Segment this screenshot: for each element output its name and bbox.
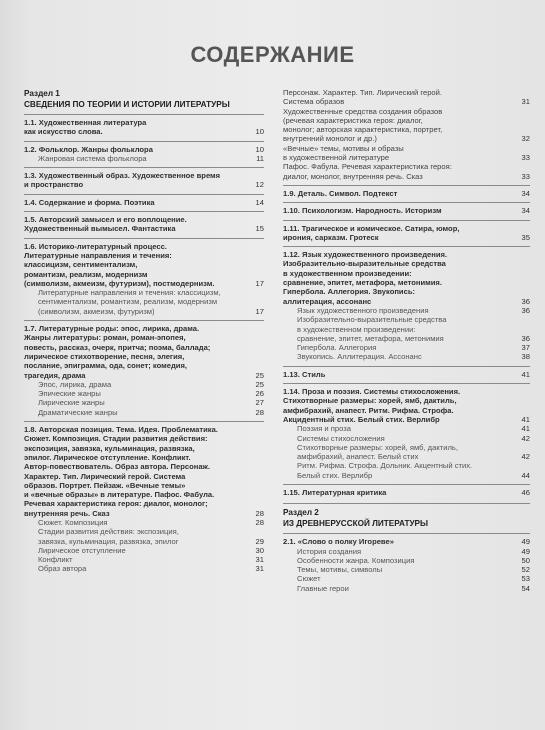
- toc-entry-page: 53: [521, 574, 530, 584]
- toc-entry-title: 1.8. Авторская позиция. Тема. Идея. Проблематика. Сюжет. Композиция. Стадии развития действия: экспозиция, завязка, кульминация, развязка, эпилог. Лирическое отступление. Конфликт. Автор-повествователь. Образ автора. Персонаж. Характер. Тип. Лирический герой. Система образов. Портрет. Пейзаж. «Вечные темы» и «вечные образы» в литературе. Пафос. Фабула. Речевая характеристика героя: диалог, монолог; внутренняя речь. Сказ: [24, 425, 218, 518]
- toc-entry-title: Сюжет. Композиция: [38, 517, 108, 527]
- toc-entry-title: 1.4. Содержание и форма. Поэтика: [24, 197, 155, 207]
- toc-entry-title: 1.3. Художественный образ. Художественное время и пространство: [24, 171, 221, 190]
- toc-entry-title: Стадии развития действия: экспозиция, завязка, кульминация, развязка, эпилог: [38, 527, 179, 546]
- toc-list: [24, 114, 264, 574]
- toc-entry-page: 25: [255, 370, 264, 380]
- toc-entry-title: 1.9. Деталь. Символ. Подтекст: [283, 188, 398, 198]
- toc-entry: [24, 238, 264, 288]
- toc-entry: [24, 167, 264, 190]
- toc-entry-page: 42: [521, 452, 530, 462]
- toc-entry-page: 36: [521, 305, 530, 315]
- toc-entry-page: 37: [521, 343, 530, 353]
- section2-head: [283, 503, 530, 529]
- toc-entry: [24, 546, 264, 555]
- toc-entry-title: 1.7. Литературные роды: эпос, лирика, драма. Жанры литературы: роман, роман-эпопея, повесть, рассказ, очерк, притча; поэма, баллада; лирическое стихотворение, песня, элегия, послание, эпиграмма, ода, сонет; комедия, трагедия, драма: [24, 324, 211, 380]
- toc-entry-title: Стихотворные размеры: хорей, ямб, дактиль, амфибрахий, анапест. Белый стих: [297, 442, 458, 462]
- toc-entry-page: 50: [521, 555, 530, 565]
- toc-entry-title: Жанровая система фольклора: [38, 153, 147, 163]
- toc-entry: [24, 389, 264, 398]
- toc-entry-page: 11: [256, 153, 264, 163]
- toc-entry-page: 17: [255, 278, 264, 288]
- toc-entry-title: Образ автора: [38, 564, 87, 574]
- toc-entry: [283, 185, 530, 198]
- toc-entry: [283, 434, 530, 443]
- toc-entry: [24, 154, 264, 163]
- toc-entry-title: Гипербола. Аллегория: [297, 343, 377, 353]
- toc-right-column: [283, 88, 530, 593]
- toc-entry: [283, 202, 530, 215]
- toc-entry-title: Лирическое отступление: [38, 545, 126, 555]
- toc-entry-title: 1.14. Проза и поэзия. Системы стихосложения. Стихотворные размеры: хорей, ямб, дактиль, амфибрахий, анапест. Ритм. Рифма. Строфа. Акцидентный стих. Белый стих. Верлибр: [283, 387, 461, 424]
- toc-entry-title: 1.1. Художественная литература как искусство слова.: [24, 118, 147, 137]
- toc-entry-page: 25: [255, 379, 264, 389]
- toc-entry: [283, 556, 530, 565]
- toc-entry: [24, 421, 264, 518]
- toc-entry-page: 35: [521, 232, 530, 242]
- toc-entry-page: 31: [255, 564, 264, 574]
- toc-entry: [24, 398, 264, 407]
- toc-entry-page: 33: [521, 153, 530, 163]
- toc-entry: [24, 380, 264, 389]
- toc-entry: [24, 194, 264, 207]
- section-label: Раздел 1: [24, 89, 60, 98]
- toc-entry: [283, 246, 530, 306]
- toc-entry-title: Сюжет: [297, 574, 321, 584]
- toc-entry-page: 10: [255, 127, 264, 137]
- toc-entry: [283, 107, 530, 144]
- toc-entry-page: 44: [521, 470, 530, 480]
- page-title: СОДЕРЖАНИЕ: [190, 42, 355, 67]
- toc-entry-title: 1.2. Фольклор. Жанры фольклора: [24, 144, 153, 154]
- toc-list: [283, 88, 530, 497]
- toc-entry-page: 41: [521, 369, 530, 379]
- toc-entry-title: Системы стихосложения: [297, 433, 385, 443]
- section-label: Раздел 2: [283, 508, 319, 518]
- toc-entry: [283, 547, 530, 556]
- toc-entry-page: 42: [521, 433, 530, 443]
- toc-entry-page: 38: [521, 352, 530, 362]
- toc-entry: [283, 484, 530, 497]
- toc-entry-page: 14: [255, 197, 264, 207]
- toc-entry-page: 28: [255, 517, 264, 527]
- toc-entry-title: 1.6. Историко-литературный процесс. Литературные направления и течения: классицизм, сентиментализм, романтизм, реализм, модернизм (символизм, акмеизм, футуризм), постмодернизм.: [24, 241, 215, 288]
- toc-entry-title: «Вечные» темы, мотивы и образы в художественной литературе: [283, 143, 404, 163]
- toc-entry-title: Художественные средства создания образов (речевая характеристика героя: диалог, монолог; авторская характеристика, портрет, внутренний монолог и др.): [283, 106, 443, 144]
- toc-entry: [283, 574, 530, 583]
- toc-entry-title: Язык художественного произведения: [297, 305, 429, 315]
- toc-entry-page: 10: [255, 144, 264, 154]
- toc-entry-title: Лирические жанры: [38, 398, 105, 408]
- toc-entry: [283, 162, 530, 181]
- toc-entry-page: 34: [521, 188, 530, 198]
- toc-entry: [283, 306, 530, 315]
- toc-entry: [283, 461, 530, 480]
- toc-entry-page: 28: [255, 407, 264, 417]
- toc-entry: [24, 114, 264, 137]
- toc-entry-title: Драматические жанры: [38, 407, 118, 417]
- toc-entry-title: 2.1. «Слово о полку Игореве»: [283, 537, 394, 547]
- toc-entry-page: 29: [255, 536, 264, 546]
- toc-entry-page: 31: [521, 97, 530, 107]
- toc-entry-page: 30: [255, 545, 264, 555]
- toc-entry-title: Пафос. Фабула. Речевая характеристика героя: диалог, монолог, внутренняя речь. Сказ: [283, 162, 452, 181]
- toc-entry-title: 1.5. Авторский замысел и его воплощение. Художественный вымысел. Фантастика: [24, 215, 187, 234]
- toc-list: [283, 533, 530, 593]
- toc-entry: [283, 424, 530, 433]
- toc-entry-page: 27: [255, 398, 264, 408]
- toc-entry: [283, 533, 530, 546]
- toc-entry: [283, 584, 530, 593]
- toc-entry: [283, 144, 530, 163]
- toc-entry: [24, 555, 264, 564]
- toc-entry-page: 33: [521, 171, 530, 181]
- toc-entry-title: Эпические жанры: [38, 389, 101, 399]
- section-title: ИЗ ДРЕВНЕРУССКОЙ ЛИТЕРАТУРЫ: [283, 519, 429, 529]
- toc-entry: [24, 320, 264, 380]
- toc-entry-page: 34: [521, 206, 530, 216]
- toc-entry-title: История создания: [297, 546, 362, 556]
- toc-entry-page: 17: [255, 306, 264, 316]
- toc-left-column: [24, 88, 264, 574]
- toc-entry-title: 1.15. Литературная критика: [283, 487, 387, 497]
- toc-entry: [283, 565, 530, 574]
- toc-entry-page: 49: [521, 546, 530, 556]
- page-edge: [527, 52, 545, 82]
- toc-entry-page: 15: [255, 224, 264, 234]
- toc-entry-page: 12: [255, 180, 264, 190]
- toc-entry-title: Главные герои: [297, 583, 349, 593]
- toc-entry-title: Особенности жанра. Композиция: [297, 555, 415, 565]
- toc-entry-page: 41: [521, 424, 530, 434]
- toc-entry-title: Эпос, лирика, драма: [38, 379, 112, 389]
- toc-entry: [24, 408, 264, 417]
- toc-entry-page: 49: [521, 537, 530, 547]
- toc-entry-page: 28: [255, 508, 264, 518]
- toc-entry-title: 1.13. Стиль: [283, 369, 326, 379]
- toc-entry-page: 52: [521, 565, 530, 575]
- toc-entry-page: 41: [521, 414, 530, 424]
- toc-entry: [283, 88, 530, 107]
- toc-entry-page: 36: [521, 333, 530, 343]
- toc-entry-title: Ритм. Рифма. Строфа. Дольник. Акцентный стих. Белый стих. Верлибр: [297, 461, 473, 480]
- toc-entry-page: 32: [521, 134, 530, 144]
- toc-entry-title: 1.12. Язык художественного произведения. Изобразительно-выразительные средства в художественном произведении: сравнение, эпитет, метафора, метонимия. Гипербола. Аллегория. Звукопись: аллитерация, ассонанс: [283, 250, 448, 306]
- toc-entry: [283, 343, 530, 352]
- toc-entry-page: 36: [521, 296, 530, 306]
- toc-entry-title: Литературные направления и течения: классицизм, сентиментализм, романтизм, реализм, модернизм (символизм, акмеизм, футуризм): [38, 288, 221, 316]
- toc-entry: [24, 211, 264, 234]
- toc-entry: [283, 315, 530, 343]
- toc-entry-title: Изобразительно-выразительные средства в художественном произведении: сравнение, эпитет, метафора, метонимия: [297, 315, 447, 343]
- toc-entry-title: Поэзия и проза: [297, 424, 351, 434]
- toc-entry-title: 1.11. Трагическое и комическое. Сатира, юмор, ирония, сарказм. Гротеск: [283, 223, 460, 242]
- toc-entry-title: Темы, мотивы, символы: [297, 565, 383, 575]
- toc-entry: [283, 366, 530, 379]
- toc-entry-page: 54: [521, 583, 530, 593]
- toc-entry-page: 26: [255, 389, 264, 399]
- section-title: СВЕДЕНИЯ ПО ТЕОРИИ И ИСТОРИИ ЛИТЕРАТУРЫ: [24, 100, 230, 109]
- toc-entry-title: 1.10. Психологизм. Народность. Историзм: [283, 206, 442, 216]
- toc-entry-title: Персонаж. Характер. Тип. Лирический герой. Система образов: [283, 88, 443, 107]
- toc-entry: [24, 518, 264, 527]
- toc-entry: [24, 141, 264, 154]
- toc-entry-title: Конфликт: [38, 555, 73, 565]
- toc-entry: [283, 383, 530, 424]
- toc-entry: [24, 288, 264, 316]
- toc-entry: [24, 564, 264, 573]
- toc-entry-page: 31: [255, 555, 264, 565]
- toc-entry: [24, 527, 264, 546]
- toc-entry-page: 46: [521, 487, 530, 497]
- toc-entry: [283, 220, 530, 243]
- toc-entry: [283, 443, 530, 462]
- toc-entry: [283, 352, 530, 361]
- toc-entry-title: Звукопись. Аллитерация. Ассонанс: [297, 352, 422, 362]
